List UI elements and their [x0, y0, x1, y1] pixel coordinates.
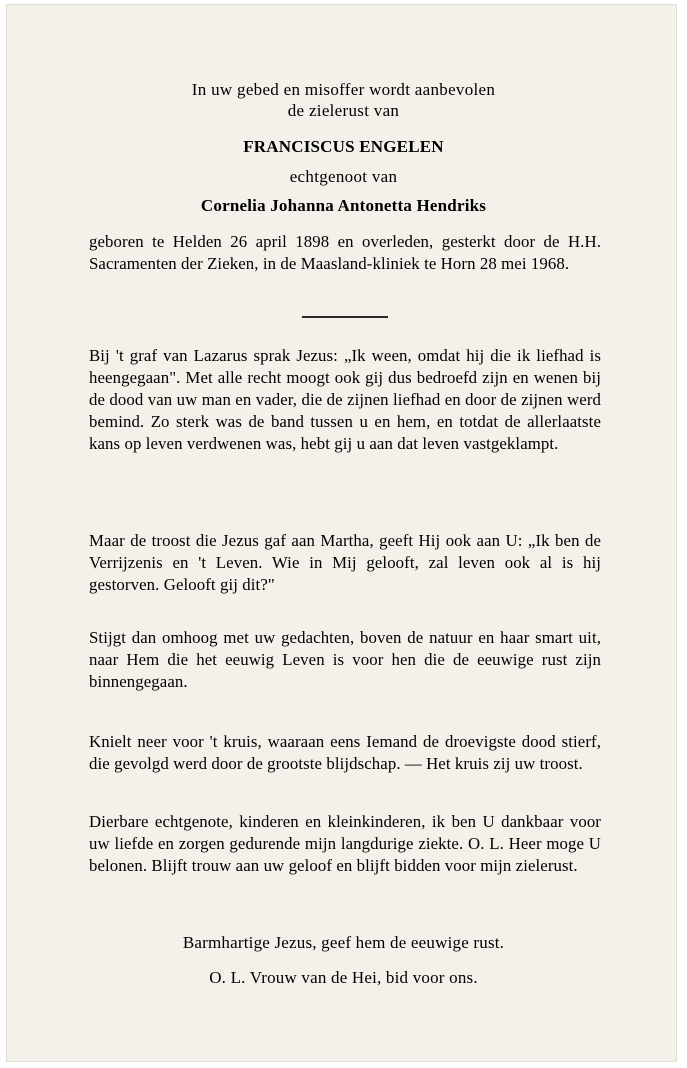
- paragraph-martha: Maar de troost die Jezus gaf aan Martha, geeft Hij ook aan U: „Ik ben de Verrijzenis en 't Leven. Wie in Mij gelooft, zal leven ook al is hij gestorven. Gelooft gij dit?": [89, 531, 601, 594]
- paragraph-dank: Dierbare echtgenote, kinderen en kleinkinderen, ik ben U dankbaar voor uw liefde en zorgen gedurende mijn langdurige ziekte. O. L. Heer moge U belonen. Blijft trouw aan uw geloof en blijft bidden voor mijn zielerust.: [89, 812, 601, 875]
- deceased-name: FRANCISCUS ENGELEN: [243, 137, 444, 156]
- prayer-vrouw: O. L. Vrouw van de Hei, bid voor ons.: [209, 968, 478, 987]
- divider: [302, 316, 388, 318]
- paragraph-lazarus: Bij 't graf van Lazarus sprak Jezus: „Ik ween, omdat hij die ik liefhad is heengegaan". Met alle recht moogt ook gij dus bedroefd zijn en wenen bij de dood van uw man en vader, die de zijnen liefhad en door de zijnen werd bemind. Zo sterk was de band tussen u en hem, en totdat de allerlaatste kans op leven verdwenen was, hebt gij u aan dat leven vastgeklampt.: [89, 346, 601, 453]
- intro-line-1: In uw gebed en misoffer wordt aanbevolen: [191, 80, 496, 99]
- paragraph-omhoog: Stijgt dan omhoog met uw gedachten, boven de natuur en haar smart uit, naar Hem die het eeuwig Leven is voor hen die de eeuwige rust zijn binnengegaan.: [89, 628, 601, 691]
- paragraph-kruis: Knielt neer voor 't kruis, waaraan eens Iemand de droevigste dood stierf, die gevolgd werd door de grootste blijdschap. — Het kruis zij uw troost.: [89, 732, 601, 773]
- prayer-jezus: Barmhartige Jezus, geef hem de eeuwige rust.: [182, 933, 505, 952]
- spouse-name: Cornelia Johanna Antonetta Hendriks: [200, 196, 487, 215]
- biography: geboren te Helden 26 april 1898 en overleden, gesterkt door de H.H. Sacramenten der Zieken, in de Maasland-kliniek te Horn 28 mei 1968.: [89, 232, 601, 273]
- relation-text: echtgenoot van: [289, 167, 398, 186]
- intro-line-2: de zielerust van: [287, 101, 400, 120]
